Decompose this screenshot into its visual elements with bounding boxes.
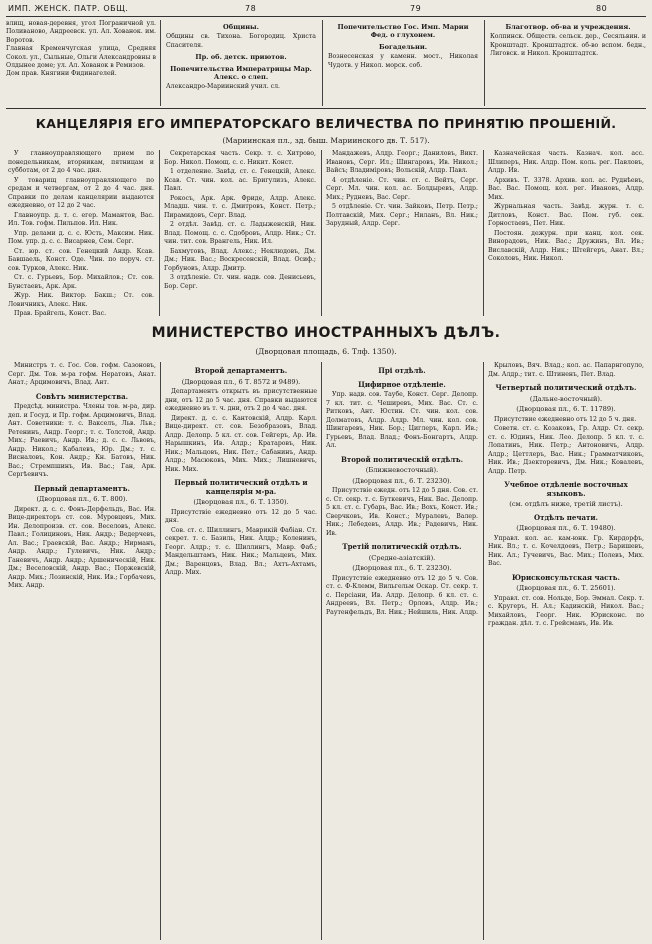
top-col-2-para: Общины св. Тихона. Богородиц. Христа Спасителя. bbox=[166, 33, 316, 49]
ministry-section-heading: Четвертый политический отдѣлъ. bbox=[495, 383, 637, 392]
top-col-1-para: влищ, новая-деревня, угол Пограничной ул. Поливаново, Андреевск. ул. Ал. Хованок. им. Воротов. bbox=[6, 20, 156, 44]
ministry-title: МИНИСТЕРСТВО ИНОСТРАННЫХЪ ДѢЛЪ. bbox=[151, 325, 501, 341]
ministry-paragraph: Управл. кол. ас. кам-юнк. Гр. Кирдорфъ, Ник. Вл.; т. с. Кочелдоевъ, Петр.; Баришевъ, Ник. Ал.; Гучевичъ, Вас. Мих.; Полевъ, Мих. Вас. bbox=[488, 534, 644, 567]
ministry-section-heading: Третій политическій отдѣлъ. bbox=[342, 542, 462, 551]
ministry-section-heading: Юрисконсультская часть. bbox=[512, 572, 620, 582]
column-rule bbox=[484, 20, 485, 106]
chancellery-paragraph: Мандажевъ, Алдр. Георг.; Даниловъ, Викт. Ивановъ, Серг. Ил.; Шингаровъ, Ив. Никол.; Вайсъ; Владимiровъ; Вольскій, Алдр. Павл. bbox=[326, 150, 478, 174]
chancellery-col-3 bbox=[326, 150, 478, 318]
top-col-2 bbox=[166, 20, 316, 106]
ministry-section-address: (Дворцовая пл., 6. Т. 25601). bbox=[516, 584, 616, 592]
ministry-section-address: (Дворцовая пл., 6. Т. 19480). bbox=[516, 524, 616, 532]
top-col-1-para: Дом прав. Княгини Фидинагелей. bbox=[6, 70, 117, 78]
top-col-3 bbox=[328, 20, 478, 106]
column-rule bbox=[321, 150, 322, 316]
chancellery-paragraph: 2 отдѣл. Завѣд. ст. с. Ладыженскій, Ник. Влад. Помощ. с. с. Сдобровъ, Алдр. Ник.; Ст. чин. тит. сов. Врангель, Ник. Ил. bbox=[164, 221, 316, 245]
ministry-paragraph: Директ. д. с. с. Фонъ-Дерфельдъ, Вас. Ин. Вице-директоръ ст. сов. Муровцевъ, Мих. Ин. Делопроизв. ст. сов. Веселовъ, Алекс. Павл.; Голициновъ, Ник. Андр.; Ведерчевъ, Ал. Вас.; Граевскій, Вас. Андр.; Нирманъ, Андр. Андр.; Гулевичъ, Ник. Андр.; Ганевичъ, Андр. Андр.; Аршеническій, Ник. Дм.; Веселовскій, Андр. Вас.; Поржевскій, Андр. Мих.; Лозинскій, Ник. Ив.; Горбачевъ, Мих. Андр. bbox=[8, 505, 156, 589]
ministry-paragraph: Крыловъ, Вяч. Влад.; кол. ас. Папарнгопуло, Дм. Алдр.; тит. с. Штиненъ, Пет. Влад. bbox=[488, 362, 644, 378]
ministry-section-heading: Учебное отдѣленіе восточных языковъ. bbox=[504, 480, 628, 498]
top-section bbox=[6, 20, 646, 106]
ministry-section-address: (см. отдѣлъ ниже, третій листъ). bbox=[509, 500, 623, 508]
chancellery-paragraph: Бахмутовъ, Влад. Алекс.; Неклюдовъ, Дм. Дм.; Ник. Вас.; Воскресенскій, Влад. Осиф.; Горбуновъ, Алдр. Дмитр. bbox=[164, 247, 316, 272]
column-rule bbox=[159, 150, 160, 316]
chancellery-col-2 bbox=[164, 150, 316, 318]
chancellery-paragraph: 4 отдѣленіе. Ст. чин. ст. с. Вейтъ, Серг. Серг. Мл. чин. кол. ас. Болдыревъ, Алдр. Мих.; Рудневъ, Вас. Серг. bbox=[326, 176, 478, 201]
chancellery-paragraph: Казначейская часть. Казнач. кол. асс. Шлиперъ, Ник. Алдр. Пом. коль. рег. Павловъ, Алдр. Ив. bbox=[488, 150, 644, 174]
chancellery-paragraph: Упр. делами д. с. с. Юсть, Максим. Ник. Пом. упр. д. с. с. Висарнев, Сем. Серг. bbox=[8, 229, 154, 245]
chancellery-paragraph: 1 отделение. Завѣд. ст. с. Генецкій, Алекс. Ксав. Ст. чин. кол. ас. Бригулизъ, Алекс. Павл. bbox=[164, 168, 316, 192]
ministry-paragraph: Департаментъ открытъ въ присутственные дни, отъ 12 до 5 час. дня. Справки выдаются ежедневно въ т. ч. дни, отъ 2 до 4 час. дня. bbox=[165, 388, 317, 412]
chancellery-address: (Мариинская пл., зд. быш. Мариинского дв. Т. 517). bbox=[222, 136, 430, 145]
top-col-2-heading: Общины. bbox=[223, 23, 259, 31]
ministry-col-1 bbox=[8, 362, 156, 940]
ministry-section-heading: Отдѣлъ печати. bbox=[534, 512, 598, 522]
chancellery-paragraph: Постоян. дежурн. при канц. кол. сек. Винорадовъ, Ник. Вас.; Дружинъ, Вл. Ив.; Виславскій, Алдр. Ник.; Штейгеръ, Анат. Вл.; Соколовъ, Ник. Никол. bbox=[488, 229, 644, 262]
ministry-col-2 bbox=[165, 362, 317, 940]
chancellery-title: КАНЦЕЛЯРІЯ ЕГО ИМПЕРАТОРСКАГО ВЕЛИЧЕСТВА ПО ПРИНЯТІЮ ПРОШЕНІЙ. bbox=[35, 116, 617, 131]
section-rule bbox=[6, 108, 646, 109]
column-rule bbox=[483, 362, 484, 940]
chancellery-paragraph: 3 отдѣленіе. Ст. чин. надв. сов. Денисьевъ, Бор. Серг. bbox=[164, 274, 316, 290]
chancellery-paragraph: У товарищ главноуправляющего по средам и четвергам, от 2 до 4 час. дня. Справки по делам канцелярии выдаются ежедневно, от 12 до 2 час. bbox=[8, 176, 154, 209]
top-col-4-para: Колпинск. Обществ. сельск. дер., Сесяльвин. и Кронштадт. Кронштадтск. об-во вспом. бедн., Лиговск. и Никол. Кронштадтск. bbox=[490, 33, 646, 58]
ministry-paragraph: Предсѣд. министра. Члены тов. м-ра, дир. деп. и Госуд. и Пр. гофм. Арцимовичъ, Влад. Ант. Советники: т. с. Вакселъ, Льв. Льв.; Ретенинъ, Андр. Георг.; т. с. Толстой, Андр. Мих.; Раевичъ, Андр. Ив.; д. с. с. Львовъ, Андр. Никол.; Кабалевъ, Юр. Дм.; т. с. Висналовъ, Кон. Андр.; Кн. Батовъ, Ник. Вас.; Стремпшинъ, Ив. Вас.; Ган, Арк. Сергѣевичъ. bbox=[8, 403, 156, 478]
top-col-3-heading: Попечительство Гос. Имп. Марии Фед. о глухонем. bbox=[337, 23, 469, 40]
ministry-section-heading: Второй политическій отдѣлъ. bbox=[340, 454, 464, 464]
ministry-section-address: (Средне-азіатскій). bbox=[368, 553, 436, 562]
chancellery-col-1 bbox=[8, 150, 154, 318]
ministry-paragraph: Советн. ст. с. Козаковъ, Гр. Алдр. Ст. секр. ст. с. Юдинъ, Ник. Лео. Делопр. 5 кл. т. с. Лопатинъ, Ник. Петр.; Антоновичъ, Алдр. Алдр.; Цеттлеръ, Вас. Ник.; Грамматчиковъ, Ник. Ив.; Дзекторевичъ, Дм. Ник.; Ковалевъ, Алдр. Петр. bbox=[488, 425, 644, 475]
ministry-section-address: (Дворцовая пл., 6. Т. 1350). bbox=[193, 498, 289, 506]
chancellery-paragraph: Ст. юр. ст. сов. Генецкий Андр. Ксав. Бавшаель, Конст. Оде. Чин. по поруч. ст. сов. Турков, Алекс. Ник. bbox=[8, 247, 154, 272]
top-col-2-para: Пр. об. детск. приютов. bbox=[195, 53, 287, 62]
ministry-section-address: (Дворцовая пл., 6. Т. 23230). bbox=[352, 564, 452, 572]
column-rule bbox=[321, 362, 322, 940]
column-rule bbox=[322, 20, 323, 106]
ministry-section-heading: Второй департаментъ. bbox=[194, 366, 288, 375]
page-number-right: 80 bbox=[596, 4, 608, 13]
ministry-address: (Дворцовая площадь, 6. Тлф. 1350). bbox=[255, 347, 397, 356]
chancellery-paragraph: Секретарская часть. Секр. т. с. Хитрово, Бор. Никол. Помощ. с. с. Никит. Конст. bbox=[164, 150, 316, 166]
top-col-4-heading: Благотвор. об-ва и учреждения. bbox=[505, 23, 631, 31]
chancellery-paragraph: Главноупр. д. т. с. егер. Мамантов, Вас. Ил. Тов. гофм. Пильпов. Ил. Ник. bbox=[8, 211, 154, 227]
ministry-paragraph: Присутствіе ежедневно отъ 12 до 5 час. дня. bbox=[165, 508, 317, 524]
top-col-4 bbox=[490, 20, 646, 106]
page-number-middle: 79 bbox=[410, 4, 422, 13]
ministry-section-address: (Дворцовая пл., 6 Т. 8572 и 9489). bbox=[181, 377, 301, 386]
ministry-section-address: (Дворцовая пл., 6. Т. 800). bbox=[36, 495, 128, 503]
page-number-left: 78 bbox=[245, 4, 257, 13]
ministry-paragraph: Сов. ст. с. Шиллингъ, Маврикій Фабіан. Ст. секрет. т. с. Базиль, Ник. Алдр.; Коленинъ, Георг. Алдр.; т. с. Шиллингъ, Мавр. Фаб.; Мандельштамъ, Ник. Ник.; Мальцевъ, Мих. Дм.; Варенцовъ, Влад. Вл.; Ахтъ-Ахтамъ, Алдр. Мих. bbox=[165, 526, 317, 576]
running-head-title: ИМП. ЖЕНСК. ПАТР. ОБЩ. bbox=[8, 4, 129, 13]
ministry-paragraph: Присутствіе ежедн. отъ 12 до 5 дня. Сов. ст. с. Ст. секр. т. с. Буткевичъ, Ник. Вас. Делопр. 5 кл. ст. с. Губарь, Вас. Ив.; Вохъ, Конст. Ив.; Сверчковъ, Ив. Конст.; Муралевъ, Валер. Ник.; Лебедевъ, Алдр. Ив.; Радевичъ, Ник. Ив. bbox=[326, 487, 478, 537]
chancellery-paragraph: Архивъ. Т. 3378. Архив. кол. ас. Руднѣевъ, Вас. Вас. Помощ. кол. рег. Ивановъ, Алдр. Мих. bbox=[488, 176, 644, 201]
top-col-2-para: Александро-Мариинский учил. сл. bbox=[166, 83, 280, 91]
column-rule bbox=[160, 362, 161, 940]
ministry-paragraph: Присутствие ежедневно отъ 12 до 5 ч. дня. bbox=[494, 415, 637, 423]
column-rule bbox=[483, 150, 484, 316]
top-col-3-para: Вознесенская у каменн. мост., Николая Чудотв. у Никол. морск. соб. bbox=[328, 53, 478, 69]
ministry-col-3 bbox=[326, 362, 478, 940]
ministry-paragraph: Директ. д. с. с. Кантовскій, Алдр. Карл. Вице-директ. ст. сов. Безобразовъ, Влад. Алдр. Делопр. 5 кл. ст. сов. Гейгеръ, Ар. Ив. Нарышкинъ, Ив. Алдр.; Кратаровъ, Ник. Ник.; Мальцовъ, Ник. Пет.; Сабанинъ, Андр. Алдр.; Масюковъ, Мих. Мих.; Лишневичъ, Ник. Мих. bbox=[165, 414, 317, 473]
ministry-section-heading: Первый политический отдѣлъ и канцелярія м-ра. bbox=[174, 478, 308, 496]
ministry-paragraph: Управл. ст. сов. Нольде, Бор. Эммал. Секр. т. с. Кругеръ, Н. Ал.; Кадинскій, Никол. Вас.; Михайловъ, Георг. Ник. Юрисконс. по граждан. дѣл. т. с. Грейсманъ, Ив. Ив. bbox=[488, 594, 644, 627]
ministry-section-heading: Первый департаментъ. bbox=[34, 483, 130, 493]
chancellery-paragraph: 5 отдѣленіе. Ст. чин. Зайковъ, Петр. Петр.; Полтавскій, Мих. Серг.; Ниланъ, Вл. Ник.; Зарудный, Алдр. Серг. bbox=[326, 203, 478, 227]
column-rule bbox=[160, 20, 161, 106]
running-head bbox=[6, 2, 646, 16]
ministry-section-address: (Дворцовая пл., 6. Т. 11789). bbox=[516, 405, 616, 413]
chancellery-paragraph: Рокосъ, Арк. Арк. Фриде, Алдр. Алекс. Младш. чин. т. с. Дмитровъ, Конст. Петр.; Пирамидовъ, Серг. Влад. bbox=[164, 194, 316, 219]
ministry-paragraph: Упр. надв. сов. Таубе, Конст. Серг. Делопр. 7 кл. тит. с. Чеширевъ, Мих. Вас. Ст. с. Ритковъ, Ант. Юстин. Ст. чин. кол. сов. Долматовъ, Алдр. Алдр. Мл. чин. кол. сов. Шингаревъ, Ник. Бор.; Циглеръ, Карл. Ив.; Гурьевъ, Влад. Влад.; Фонъ-Бонгартъ, Алдр. Ал. bbox=[326, 391, 478, 449]
ministry-section-heading: Прі отдѣлѣ. bbox=[378, 366, 426, 375]
ministry-section-heading: Совѣтъ министерства. bbox=[35, 391, 129, 401]
ministry-section-address: (Ближневосточный). bbox=[365, 466, 439, 474]
ministry-section-address: (Дальне-восточный). bbox=[529, 394, 603, 403]
chancellery-paragraph: Журнальная часть. Завѣд. журн. т. с. Дитловъ, Конст. Вас. Пом. губ. сек. Горностаевъ, Пет. Ник. bbox=[488, 203, 644, 227]
ministry-section-heading: Цифирное отдѣленіе. bbox=[358, 379, 446, 389]
chancellery-paragraph: Ст. с. Гурьевъ, Бор. Михайлов.; Ст. сов. Бунстаевъ, Арк. Арк. bbox=[8, 274, 154, 290]
ministry-paragraph: Министръ т. с. Гос. Сов. гофм. Сазоновъ, Серг. Дм. Тов. м-ра гофм. Нератовъ, Анат. Анат.; Арцимовичъ, Влад. Ант. bbox=[8, 362, 156, 386]
chancellery-paragraph: Жур. Ник. Виктор. Бакш.; Ст. сов. Ловичникъ, Алекс. Ник. bbox=[8, 292, 154, 308]
top-col-1-para: Главная Кременчугская улица, Средняя Сокол. ул., Сыльные, Ольги Александровны в Олдынее доме; ул. Ал. Хованок в Ремизов. bbox=[6, 45, 156, 70]
top-col-2-para: Попечительства Императрицы Мар. Алекс. о слеп. bbox=[170, 64, 312, 82]
header-rule bbox=[6, 16, 646, 17]
top-col-3-para: Богадельни. bbox=[378, 42, 428, 51]
ministry-paragraph: Присутствіе ежедневно отъ 12 до 5 ч. Сов. ст. с. Ф-Клемм, Вильгельм Оскар. Ст. секр. т. с. Персіани, Ив. Алдр. Делопр. 6 кл. ст. с. Андреевъ, Вл. Петр.; Орловъ, Алдр. Ив.; Раутенфельдъ, Вл. Ник.; Нейшиль, Ник. Алдр. bbox=[326, 574, 478, 616]
chancellery-col-4 bbox=[488, 150, 644, 318]
top-col-1 bbox=[6, 20, 156, 106]
chancellery-paragraph: Прав. Брайгель, Конст. Вас. bbox=[14, 310, 107, 317]
ministry-col-4 bbox=[488, 362, 644, 940]
ministry-section-address: (Дворцовая пл., 6. Т. 23230). bbox=[352, 476, 452, 485]
chancellery-paragraph: У главноуправляющего прием по понедельникам, вторникам, пятницам и субботам, от 2 до 4 час. дня. bbox=[8, 150, 154, 174]
